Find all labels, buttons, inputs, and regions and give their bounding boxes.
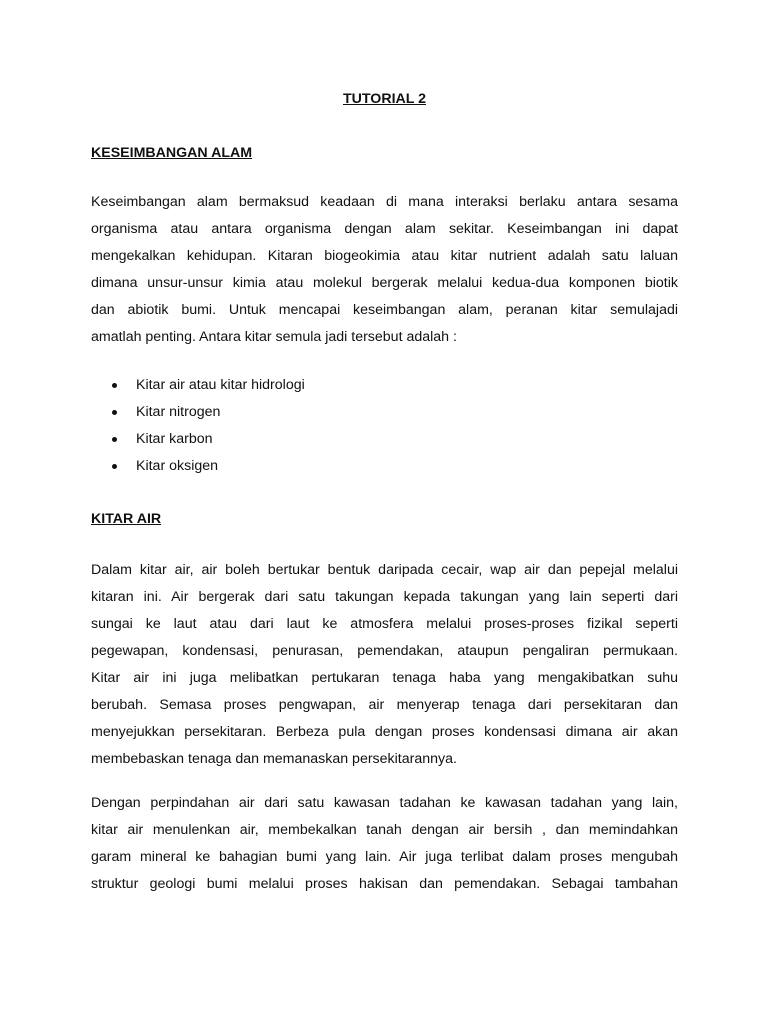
nutrient-cycles-list <box>91 372 305 480</box>
list-item <box>91 426 305 453</box>
paragraph-line: membebaskan tenaga dan memanaskan persekitarannya. <box>91 751 457 767</box>
paragraph-line: dan abiotik bumi. Untuk mencapai keseimbangan alam, peranan kitar semulajadi <box>91 302 678 318</box>
list-item-label: Kitar air atau kitar hidrologi <box>136 377 305 393</box>
paragraph-keseimbangan-alam <box>91 189 678 351</box>
section-heading-keseimbangan-alam: KESEIMBANGAN ALAM <box>91 145 253 161</box>
paragraph-line: kitaran ini. Air bergerak dari satu takungan kepada takungan yang lain seperti dari <box>91 589 678 605</box>
paragraph-kitar-air-1 <box>91 557 678 773</box>
paragraph-line: dimana unsur-unsur kimia atau molekul bergerak melalui kedua-dua komponen biotik <box>91 275 678 291</box>
list-item-label: Kitar nitrogen <box>136 404 221 420</box>
list-item-label: Kitar oksigen <box>136 458 219 474</box>
list-item <box>91 453 305 480</box>
paragraph-line: amatlah penting. Antara kitar semula jadi tersebut adalah : <box>91 329 457 345</box>
paragraph-line: Keseimbangan alam bermaksud keadaan di mana interaksi berlaku antara sesama <box>91 194 678 210</box>
bullet-icon <box>112 437 117 442</box>
bullet-icon <box>112 383 117 388</box>
list-item <box>91 399 305 426</box>
paragraph-line: berubah. Semasa proses pengwapan, air menyerap tenaga dari persekitaran dan <box>91 697 678 713</box>
paragraph-line: sungai ke laut atau dari laut ke atmosfera melalui proses-proses fizikal seperti <box>91 616 678 632</box>
list-item-label: Kitar karbon <box>136 431 213 447</box>
paragraph-line: garam mineral ke bahagian bumi yang lain. Air juga terlibat dalam proses mengubah <box>91 849 678 865</box>
paragraph-line: Dengan perpindahan air dari satu kawasan tadahan ke kawasan tadahan yang lain, <box>91 795 678 811</box>
paragraph-line: pegewapan, kondensasi, penurasan, pemendakan, ataupun pengaliran permukaan. <box>91 643 678 659</box>
paragraph-line: Dalam kitar air, air boleh bertukar bentuk daripada cecair, wap air dan pepejal melalui <box>91 562 678 578</box>
paragraph-line: kitar air menulenkan air, membekalkan tanah dengan air bersih , dan memindahkan <box>91 822 678 838</box>
list-item <box>91 372 305 399</box>
paragraph-line: Kitar air ini juga melibatkan pertukaran tenaga haba yang mengakibatkan suhu <box>91 670 678 686</box>
paragraph-line: organisma atau antara organisma dengan alam sekitar. Keseimbangan ini dapat <box>91 221 678 237</box>
bullet-icon <box>112 464 117 469</box>
paragraph-line: mengekalkan kehidupan. Kitaran biogeokimia atau kitar nutrient adalah satu laluan <box>91 248 678 264</box>
paragraph-line: struktur geologi bumi melalui proses hakisan dan pemendakan. Sebagai tambahan <box>91 876 678 892</box>
section-heading-kitar-air: KITAR AIR <box>91 511 162 527</box>
paragraph-line: menyejukkan persekitaran. Berbeza pula dengan proses kondensasi dimana air akan <box>91 724 678 740</box>
document-title: TUTORIAL 2 <box>342 91 427 107</box>
bullet-icon <box>112 410 117 415</box>
paragraph-kitar-air-2 <box>91 790 678 898</box>
